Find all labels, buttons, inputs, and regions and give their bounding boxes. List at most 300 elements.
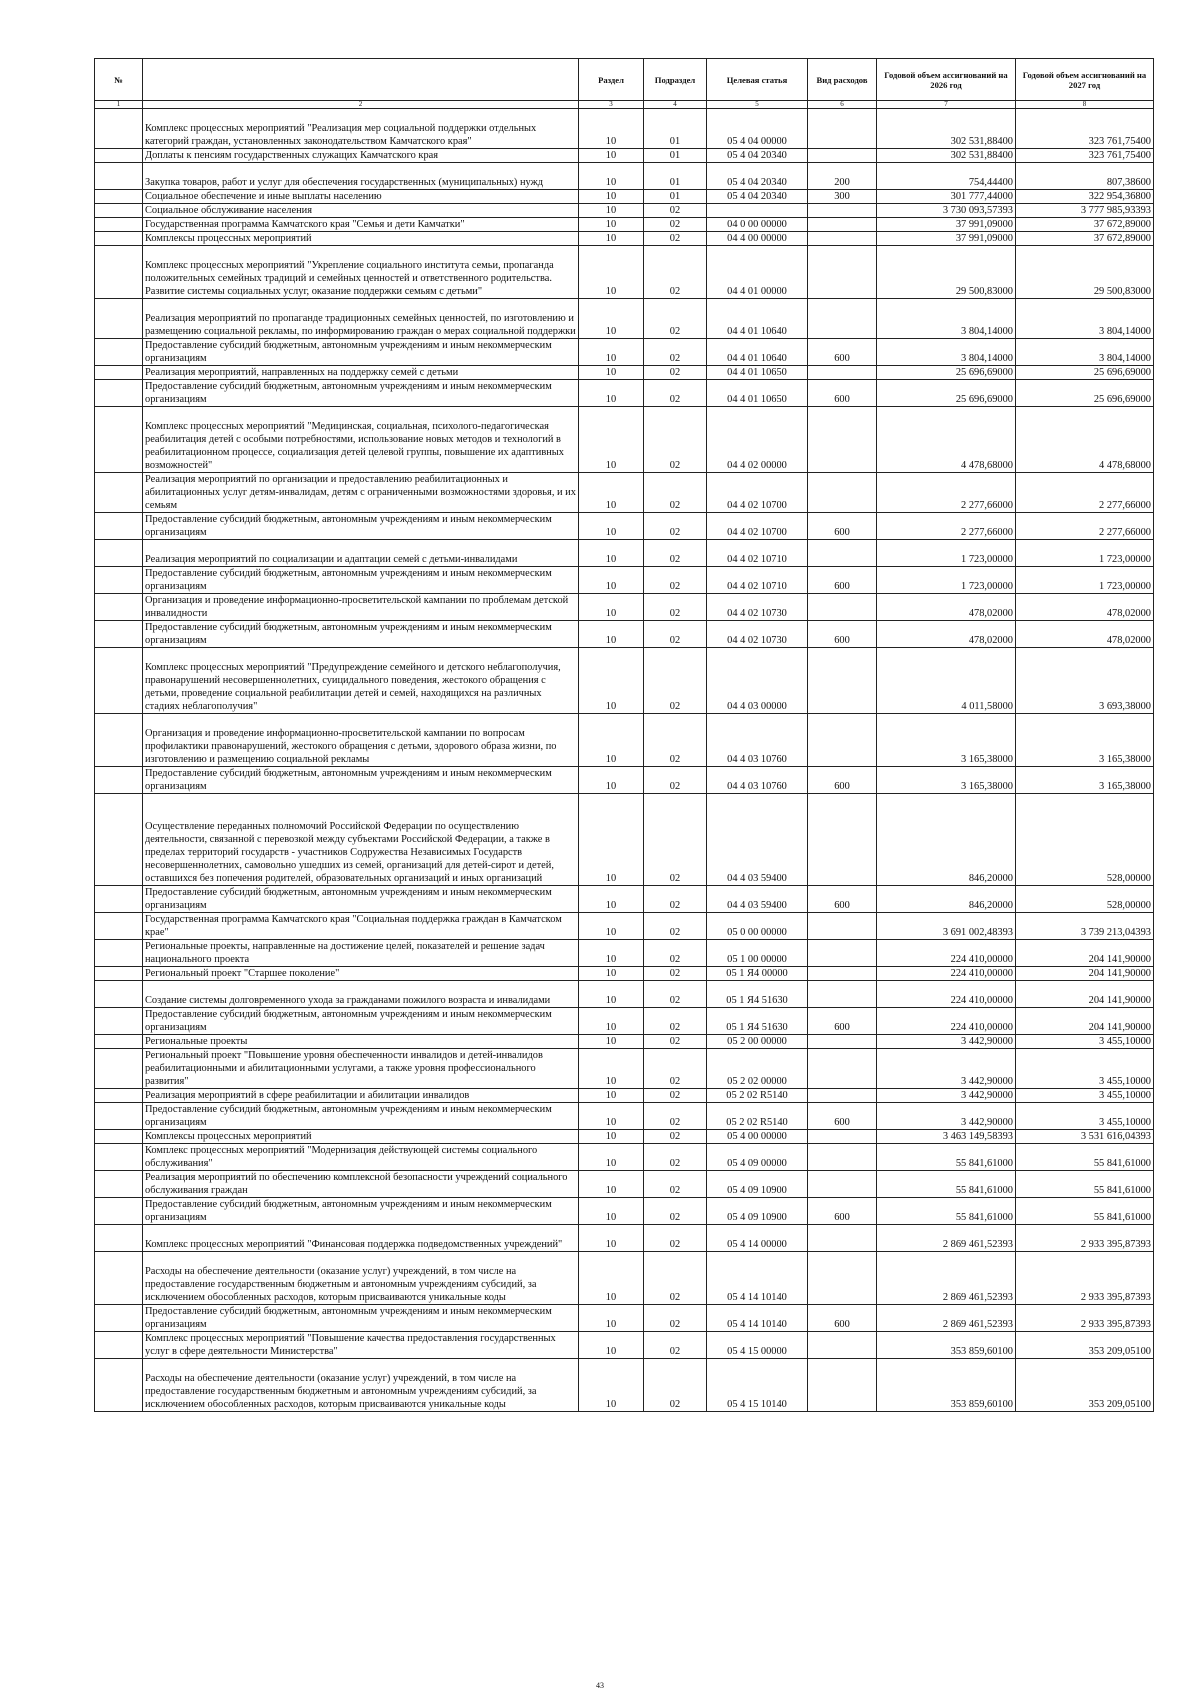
cell-expense-type: 600 bbox=[808, 621, 877, 648]
cell-expense-type bbox=[808, 204, 877, 218]
cell-target-article: 05 4 09 00000 bbox=[707, 1144, 808, 1171]
cell-amount-2026: 3 442,90000 bbox=[877, 1103, 1016, 1130]
cell-target-article: 05 4 04 00000 bbox=[707, 109, 808, 149]
table-header-row bbox=[95, 59, 1154, 101]
cell-subsection: 02 bbox=[644, 218, 707, 232]
cell-section: 10 bbox=[579, 218, 644, 232]
cell-subsection: 01 bbox=[644, 190, 707, 204]
cell-subsection: 02 bbox=[644, 246, 707, 299]
cell-section: 10 bbox=[579, 1225, 644, 1252]
cell-amount-2026: 224 410,00000 bbox=[877, 981, 1016, 1008]
cell-expense-type bbox=[808, 218, 877, 232]
cell-target-article: 04 4 02 10730 bbox=[707, 594, 808, 621]
cell-number bbox=[95, 473, 143, 513]
cell-name: Предоставление субсидий бюджетным, автономным учреждениям и иным некоммерческим организациям bbox=[143, 621, 579, 648]
cell-expense-type: 600 bbox=[808, 1008, 877, 1035]
cell-expense-type bbox=[808, 246, 877, 299]
cell-section: 10 bbox=[579, 540, 644, 567]
cell-subsection: 02 bbox=[644, 1008, 707, 1035]
cell-expense-type bbox=[808, 299, 877, 339]
table-row bbox=[95, 1171, 1154, 1198]
cell-amount-2026: 3 442,90000 bbox=[877, 1035, 1016, 1049]
cell-number bbox=[95, 913, 143, 940]
cell-name: Предоставление субсидий бюджетным, автономным учреждениям и иным некоммерческим организациям bbox=[143, 1305, 579, 1332]
cell-target-article: 04 4 02 00000 bbox=[707, 407, 808, 473]
cell-subsection: 02 bbox=[644, 940, 707, 967]
cell-amount-2027: 3 804,14000 bbox=[1016, 339, 1154, 366]
cell-number bbox=[95, 1049, 143, 1089]
cell-amount-2027: 2 933 395,87393 bbox=[1016, 1225, 1154, 1252]
cell-amount-2027: 353 209,05100 bbox=[1016, 1332, 1154, 1359]
cell-subsection: 02 bbox=[644, 204, 707, 218]
cell-subsection: 02 bbox=[644, 767, 707, 794]
header-subsection: Подраздел bbox=[644, 59, 707, 101]
cell-amount-2026: 2 277,66000 bbox=[877, 473, 1016, 513]
cell-name: Осуществление переданных полномочий Российской Федерации по осуществлению деятельности, связанной с перевозкой между субъектами Российской Федерации, а также в пределах территорий государств - участников Содружества Независимых Государств несовершеннолетних, самовольно ушедших из семей, организаций для детей-сирот и детей, оставшихся без попечения родителей, образовательных организаций и иных организаций bbox=[143, 794, 579, 886]
cell-expense-type bbox=[808, 940, 877, 967]
table-row bbox=[95, 366, 1154, 380]
cell-expense-type bbox=[808, 473, 877, 513]
page-number: 43 bbox=[596, 1681, 604, 1690]
cell-name: Предоставление субсидий бюджетным, автономным учреждениям и иным некоммерческим организациям bbox=[143, 886, 579, 913]
cell-amount-2027: 25 696,69000 bbox=[1016, 380, 1154, 407]
cell-amount-2026: 478,02000 bbox=[877, 621, 1016, 648]
cell-number bbox=[95, 794, 143, 886]
table-row bbox=[95, 913, 1154, 940]
cell-subsection: 02 bbox=[644, 407, 707, 473]
table-row bbox=[95, 232, 1154, 246]
cell-subsection: 02 bbox=[644, 648, 707, 714]
cell-expense-type bbox=[808, 648, 877, 714]
cell-number bbox=[95, 540, 143, 567]
cell-expense-type bbox=[808, 594, 877, 621]
column-number: 5 bbox=[707, 101, 808, 109]
cell-subsection: 02 bbox=[644, 981, 707, 1008]
table-row bbox=[95, 1089, 1154, 1103]
cell-amount-2027: 3 455,10000 bbox=[1016, 1103, 1154, 1130]
cell-number bbox=[95, 109, 143, 149]
cell-name: Комплекс процессных мероприятий "Предупреждение семейного и детского неблагополучия, правонарушений несовершеннолетних, суицидального поведения, жестокого обращения с детьми, проведение социальной реабилитации детей и семей, находящихся на различных стадиях неблагополучия" bbox=[143, 648, 579, 714]
cell-expense-type bbox=[808, 1359, 877, 1412]
cell-amount-2027: 3 455,10000 bbox=[1016, 1089, 1154, 1103]
cell-amount-2026: 224 410,00000 bbox=[877, 967, 1016, 981]
table-row bbox=[95, 190, 1154, 204]
cell-subsection: 02 bbox=[644, 714, 707, 767]
cell-name: Расходы на обеспечение деятельности (оказание услуг) учреждений, в том числе на предоставление государственным бюджетным и автономным учреждениям субсидий, за исключением обособленных расходов, которым присваиваются уникальные коды bbox=[143, 1359, 579, 1412]
cell-target-article: 04 4 03 59400 bbox=[707, 886, 808, 913]
cell-amount-2027: 25 696,69000 bbox=[1016, 366, 1154, 380]
cell-target-article: 04 4 02 10700 bbox=[707, 513, 808, 540]
cell-expense-type bbox=[808, 366, 877, 380]
cell-number bbox=[95, 149, 143, 163]
cell-name: Предоставление субсидий бюджетным, автономным учреждениям и иным некоммерческим организациям bbox=[143, 1008, 579, 1035]
cell-name: Организация и проведение информационно-просветительской кампании по вопросам профилактики правонарушений, жестокого обращения с детьми, здорового образа жизни, по изготовлению и размещению социальной рекламы bbox=[143, 714, 579, 767]
cell-amount-2026: 3 463 149,58393 bbox=[877, 1130, 1016, 1144]
cell-subsection: 01 bbox=[644, 163, 707, 190]
cell-target-article: 04 4 01 00000 bbox=[707, 246, 808, 299]
cell-amount-2026: 3 730 093,57393 bbox=[877, 204, 1016, 218]
table-row bbox=[95, 109, 1154, 149]
cell-expense-type bbox=[808, 1130, 877, 1144]
cell-section: 10 bbox=[579, 1359, 644, 1412]
cell-section: 10 bbox=[579, 1089, 644, 1103]
cell-name: Государственная программа Камчатского края "Социальная поддержка граждан в Камчатском крае" bbox=[143, 913, 579, 940]
cell-amount-2027: 204 141,90000 bbox=[1016, 981, 1154, 1008]
cell-section: 10 bbox=[579, 299, 644, 339]
table-row bbox=[95, 648, 1154, 714]
cell-section: 10 bbox=[579, 621, 644, 648]
cell-amount-2027: 37 672,89000 bbox=[1016, 218, 1154, 232]
cell-amount-2026: 302 531,88400 bbox=[877, 109, 1016, 149]
cell-expense-type bbox=[808, 540, 877, 567]
cell-number bbox=[95, 232, 143, 246]
cell-number bbox=[95, 981, 143, 1008]
cell-number bbox=[95, 246, 143, 299]
header-amount-2027: Годовой объем ассигнований на 2027 год bbox=[1016, 59, 1154, 101]
cell-amount-2027: 478,02000 bbox=[1016, 621, 1154, 648]
column-number: 1 bbox=[95, 101, 143, 109]
cell-amount-2026: 2 869 461,52393 bbox=[877, 1252, 1016, 1305]
cell-subsection: 02 bbox=[644, 1305, 707, 1332]
cell-name: Социальное обеспечение и иные выплаты населению bbox=[143, 190, 579, 204]
cell-number bbox=[95, 1144, 143, 1171]
cell-amount-2027: 204 141,90000 bbox=[1016, 940, 1154, 967]
cell-target-article: 05 2 02 R5140 bbox=[707, 1103, 808, 1130]
cell-number bbox=[95, 967, 143, 981]
cell-expense-type: 600 bbox=[808, 886, 877, 913]
table-row bbox=[95, 981, 1154, 1008]
cell-target-article bbox=[707, 204, 808, 218]
cell-amount-2026: 37 991,09000 bbox=[877, 218, 1016, 232]
cell-subsection: 02 bbox=[644, 366, 707, 380]
cell-number bbox=[95, 163, 143, 190]
table-row bbox=[95, 940, 1154, 967]
cell-amount-2026: 2 869 461,52393 bbox=[877, 1225, 1016, 1252]
cell-target-article: 04 4 02 10710 bbox=[707, 540, 808, 567]
cell-amount-2027: 3 455,10000 bbox=[1016, 1035, 1154, 1049]
cell-amount-2027: 2 933 395,87393 bbox=[1016, 1252, 1154, 1305]
cell-expense-type: 600 bbox=[808, 1305, 877, 1332]
cell-name: Региональный проект "Старшее поколение" bbox=[143, 967, 579, 981]
column-number: 8 bbox=[1016, 101, 1154, 109]
cell-number bbox=[95, 1130, 143, 1144]
cell-amount-2026: 2 277,66000 bbox=[877, 513, 1016, 540]
cell-amount-2026: 3 804,14000 bbox=[877, 299, 1016, 339]
cell-amount-2027: 4 478,68000 bbox=[1016, 407, 1154, 473]
cell-section: 10 bbox=[579, 1305, 644, 1332]
cell-target-article: 04 4 00 00000 bbox=[707, 232, 808, 246]
cell-number bbox=[95, 1305, 143, 1332]
table-row bbox=[95, 1252, 1154, 1305]
cell-target-article: 04 4 01 10640 bbox=[707, 339, 808, 366]
cell-number bbox=[95, 1252, 143, 1305]
cell-expense-type bbox=[808, 1035, 877, 1049]
cell-target-article: 04 4 01 10650 bbox=[707, 366, 808, 380]
cell-section: 10 bbox=[579, 1049, 644, 1089]
cell-amount-2026: 3 442,90000 bbox=[877, 1089, 1016, 1103]
cell-target-article: 04 4 02 10700 bbox=[707, 473, 808, 513]
cell-amount-2027: 55 841,61000 bbox=[1016, 1144, 1154, 1171]
cell-amount-2026: 55 841,61000 bbox=[877, 1171, 1016, 1198]
cell-amount-2026: 1 723,00000 bbox=[877, 567, 1016, 594]
cell-name: Комплекс процессных мероприятий "Повышение качества предоставления государственных услуг в сфере деятельности Министерства" bbox=[143, 1332, 579, 1359]
cell-subsection: 02 bbox=[644, 913, 707, 940]
table-row bbox=[95, 1103, 1154, 1130]
cell-expense-type: 600 bbox=[808, 1103, 877, 1130]
cell-amount-2027: 3 777 985,93393 bbox=[1016, 204, 1154, 218]
cell-target-article: 05 2 00 00000 bbox=[707, 1035, 808, 1049]
cell-subsection: 02 bbox=[644, 1130, 707, 1144]
cell-target-article: 04 4 01 10640 bbox=[707, 299, 808, 339]
cell-name: Предоставление субсидий бюджетным, автономным учреждениям и иным некоммерческим организациям bbox=[143, 513, 579, 540]
table-row bbox=[95, 149, 1154, 163]
cell-number bbox=[95, 1225, 143, 1252]
cell-subsection: 02 bbox=[644, 567, 707, 594]
cell-section: 10 bbox=[579, 473, 644, 513]
cell-expense-type: 600 bbox=[808, 767, 877, 794]
cell-expense-type bbox=[808, 967, 877, 981]
cell-subsection: 01 bbox=[644, 109, 707, 149]
cell-subsection: 02 bbox=[644, 1171, 707, 1198]
cell-target-article: 05 1 Я4 51630 bbox=[707, 981, 808, 1008]
cell-subsection: 02 bbox=[644, 232, 707, 246]
cell-number bbox=[95, 218, 143, 232]
cell-section: 10 bbox=[579, 794, 644, 886]
cell-target-article: 05 4 14 00000 bbox=[707, 1225, 808, 1252]
table-row bbox=[95, 1049, 1154, 1089]
cell-subsection: 02 bbox=[644, 1103, 707, 1130]
cell-number bbox=[95, 1008, 143, 1035]
cell-amount-2027: 3 804,14000 bbox=[1016, 299, 1154, 339]
cell-section: 10 bbox=[579, 163, 644, 190]
cell-target-article: 05 4 04 20340 bbox=[707, 149, 808, 163]
cell-section: 10 bbox=[579, 1008, 644, 1035]
cell-name: Реализация мероприятий, направленных на поддержку семей с детьми bbox=[143, 366, 579, 380]
cell-expense-type: 600 bbox=[808, 513, 877, 540]
cell-amount-2027: 3 165,38000 bbox=[1016, 767, 1154, 794]
cell-subsection: 02 bbox=[644, 1332, 707, 1359]
cell-section: 10 bbox=[579, 967, 644, 981]
table-row bbox=[95, 513, 1154, 540]
header-number: № bbox=[95, 59, 143, 101]
cell-expense-type bbox=[808, 1225, 877, 1252]
cell-number bbox=[95, 1089, 143, 1103]
header-target-article: Целевая статья bbox=[707, 59, 808, 101]
cell-number bbox=[95, 594, 143, 621]
table-row bbox=[95, 594, 1154, 621]
cell-name: Комплекс процессных мероприятий "Укрепление социального института семьи, пропаганда положительных семейных традиций и семейных ценностей и ответственного родительства. Развитие системы социальных услуг, оказание поддержки семьям с детьми" bbox=[143, 246, 579, 299]
cell-section: 10 bbox=[579, 767, 644, 794]
cell-name: Комплексы процессных мероприятий bbox=[143, 1130, 579, 1144]
table-row bbox=[95, 1332, 1154, 1359]
cell-subsection: 02 bbox=[644, 967, 707, 981]
cell-target-article: 04 4 02 10710 bbox=[707, 567, 808, 594]
cell-amount-2027: 3 165,38000 bbox=[1016, 714, 1154, 767]
cell-amount-2026: 301 777,44000 bbox=[877, 190, 1016, 204]
table-row bbox=[95, 567, 1154, 594]
cell-number bbox=[95, 380, 143, 407]
cell-amount-2026: 302 531,88400 bbox=[877, 149, 1016, 163]
cell-subsection: 02 bbox=[644, 1225, 707, 1252]
cell-subsection: 02 bbox=[644, 513, 707, 540]
cell-section: 10 bbox=[579, 204, 644, 218]
cell-expense-type bbox=[808, 1252, 877, 1305]
cell-amount-2027: 1 723,00000 bbox=[1016, 567, 1154, 594]
cell-name: Региональные проекты bbox=[143, 1035, 579, 1049]
cell-name: Создание системы долговременного ухода за гражданами пожилого возраста и инвалидами bbox=[143, 981, 579, 1008]
cell-section: 10 bbox=[579, 714, 644, 767]
cell-name: Реализация мероприятий по пропаганде традиционных семейных ценностей, по изготовлению и размещению социальной рекламы, по информированию граждан о мерах социальной поддержки bbox=[143, 299, 579, 339]
cell-target-article: 05 4 09 10900 bbox=[707, 1198, 808, 1225]
table-row bbox=[95, 204, 1154, 218]
cell-amount-2026: 846,20000 bbox=[877, 794, 1016, 886]
cell-target-article: 04 0 00 00000 bbox=[707, 218, 808, 232]
cell-amount-2026: 3 165,38000 bbox=[877, 714, 1016, 767]
cell-subsection: 02 bbox=[644, 621, 707, 648]
cell-amount-2026: 37 991,09000 bbox=[877, 232, 1016, 246]
column-number: 2 bbox=[143, 101, 579, 109]
cell-number bbox=[95, 1332, 143, 1359]
cell-expense-type bbox=[808, 794, 877, 886]
table-row bbox=[95, 1144, 1154, 1171]
cell-name: Доплаты к пенсиям государственных служащих Камчатского края bbox=[143, 149, 579, 163]
cell-number bbox=[95, 407, 143, 473]
cell-amount-2027: 204 141,90000 bbox=[1016, 967, 1154, 981]
cell-amount-2026: 3 442,90000 bbox=[877, 1049, 1016, 1089]
cell-expense-type bbox=[808, 981, 877, 1008]
cell-section: 10 bbox=[579, 246, 644, 299]
cell-amount-2026: 55 841,61000 bbox=[877, 1144, 1016, 1171]
cell-target-article: 05 4 04 20340 bbox=[707, 190, 808, 204]
cell-section: 10 bbox=[579, 407, 644, 473]
cell-amount-2027: 3 455,10000 bbox=[1016, 1049, 1154, 1089]
cell-name: Реализация мероприятий по социализации и адаптации семей с детьми-инвалидами bbox=[143, 540, 579, 567]
column-number: 7 bbox=[877, 101, 1016, 109]
cell-target-article: 05 1 Я4 51630 bbox=[707, 1008, 808, 1035]
cell-subsection: 02 bbox=[644, 886, 707, 913]
cell-number bbox=[95, 1103, 143, 1130]
cell-expense-type bbox=[808, 149, 877, 163]
cell-expense-type: 200 bbox=[808, 163, 877, 190]
cell-name: Комплекс процессных мероприятий "Финансовая поддержка подведомственных учреждений" bbox=[143, 1225, 579, 1252]
cell-section: 10 bbox=[579, 981, 644, 1008]
cell-section: 10 bbox=[579, 1035, 644, 1049]
cell-amount-2027: 3 739 213,04393 bbox=[1016, 913, 1154, 940]
cell-subsection: 02 bbox=[644, 1049, 707, 1089]
cell-expense-type: 600 bbox=[808, 1198, 877, 1225]
cell-section: 10 bbox=[579, 1252, 644, 1305]
table-row bbox=[95, 767, 1154, 794]
table-row bbox=[95, 540, 1154, 567]
cell-subsection: 02 bbox=[644, 1089, 707, 1103]
cell-section: 10 bbox=[579, 232, 644, 246]
column-number: 6 bbox=[808, 101, 877, 109]
cell-amount-2026: 4 011,58000 bbox=[877, 648, 1016, 714]
cell-amount-2026: 846,20000 bbox=[877, 886, 1016, 913]
table-row bbox=[95, 794, 1154, 886]
cell-expense-type bbox=[808, 407, 877, 473]
cell-name: Региональные проекты, направленные на достижение целей, показателей и решение задач национального проекта bbox=[143, 940, 579, 967]
cell-section: 10 bbox=[579, 1130, 644, 1144]
table-row bbox=[95, 714, 1154, 767]
cell-number bbox=[95, 339, 143, 366]
cell-target-article: 05 4 15 10140 bbox=[707, 1359, 808, 1412]
cell-amount-2027: 528,00000 bbox=[1016, 886, 1154, 913]
table-row bbox=[95, 1130, 1154, 1144]
table-row bbox=[95, 886, 1154, 913]
table-row bbox=[95, 1305, 1154, 1332]
cell-expense-type: 600 bbox=[808, 339, 877, 366]
cell-number bbox=[95, 567, 143, 594]
cell-expense-type bbox=[808, 1171, 877, 1198]
cell-expense-type: 300 bbox=[808, 190, 877, 204]
cell-target-article: 04 4 03 10760 bbox=[707, 767, 808, 794]
cell-target-article: 05 4 09 10900 bbox=[707, 1171, 808, 1198]
cell-number bbox=[95, 190, 143, 204]
cell-subsection: 02 bbox=[644, 299, 707, 339]
cell-amount-2026: 754,44400 bbox=[877, 163, 1016, 190]
cell-subsection: 02 bbox=[644, 794, 707, 886]
cell-expense-type bbox=[808, 1089, 877, 1103]
table-row bbox=[95, 339, 1154, 366]
cell-amount-2027: 1 723,00000 bbox=[1016, 540, 1154, 567]
cell-name: Предоставление субсидий бюджетным, автономным учреждениям и иным некоммерческим организациям bbox=[143, 380, 579, 407]
cell-section: 10 bbox=[579, 567, 644, 594]
cell-section: 10 bbox=[579, 109, 644, 149]
cell-amount-2027: 55 841,61000 bbox=[1016, 1198, 1154, 1225]
table-row bbox=[95, 1198, 1154, 1225]
cell-expense-type bbox=[808, 109, 877, 149]
cell-amount-2027: 55 841,61000 bbox=[1016, 1171, 1154, 1198]
cell-section: 10 bbox=[579, 1198, 644, 1225]
cell-target-article: 05 4 14 10140 bbox=[707, 1252, 808, 1305]
cell-name: Государственная программа Камчатского края "Семья и дети Камчатки" bbox=[143, 218, 579, 232]
table-row bbox=[95, 246, 1154, 299]
cell-target-article: 04 4 03 10760 bbox=[707, 714, 808, 767]
table-row bbox=[95, 1035, 1154, 1049]
cell-name: Комплексы процессных мероприятий bbox=[143, 232, 579, 246]
cell-amount-2026: 3 804,14000 bbox=[877, 339, 1016, 366]
cell-name: Организация и проведение информационно-просветительской кампании по проблемам детской инвалидности bbox=[143, 594, 579, 621]
cell-target-article: 05 4 00 00000 bbox=[707, 1130, 808, 1144]
cell-number bbox=[95, 513, 143, 540]
header-name bbox=[143, 59, 579, 101]
cell-number bbox=[95, 1035, 143, 1049]
cell-name: Расходы на обеспечение деятельности (оказание услуг) учреждений, в том числе на предоставление государственным бюджетным и автономным учреждениям субсидий, за исключением обособленных расходов, которым присваиваются уникальные коды bbox=[143, 1252, 579, 1305]
cell-section: 10 bbox=[579, 594, 644, 621]
cell-number bbox=[95, 1198, 143, 1225]
cell-target-article: 05 2 02 R5140 bbox=[707, 1089, 808, 1103]
cell-target-article: 05 2 02 00000 bbox=[707, 1049, 808, 1089]
cell-amount-2027: 2 277,66000 bbox=[1016, 513, 1154, 540]
cell-name: Закупка товаров, работ и услуг для обеспечения государственных (муниципальных) нужд bbox=[143, 163, 579, 190]
cell-subsection: 02 bbox=[644, 1359, 707, 1412]
cell-section: 10 bbox=[579, 940, 644, 967]
cell-expense-type bbox=[808, 232, 877, 246]
table-row bbox=[95, 218, 1154, 232]
header-expense-type: Вид расходов bbox=[808, 59, 877, 101]
cell-target-article: 05 1 00 00000 bbox=[707, 940, 808, 967]
cell-amount-2027: 322 954,36800 bbox=[1016, 190, 1154, 204]
cell-number bbox=[95, 1359, 143, 1412]
cell-amount-2027: 29 500,83000 bbox=[1016, 246, 1154, 299]
cell-subsection: 01 bbox=[644, 149, 707, 163]
table-row bbox=[95, 1008, 1154, 1035]
column-number: 4 bbox=[644, 101, 707, 109]
cell-number bbox=[95, 940, 143, 967]
cell-target-article: 05 0 00 00000 bbox=[707, 913, 808, 940]
cell-subsection: 02 bbox=[644, 540, 707, 567]
